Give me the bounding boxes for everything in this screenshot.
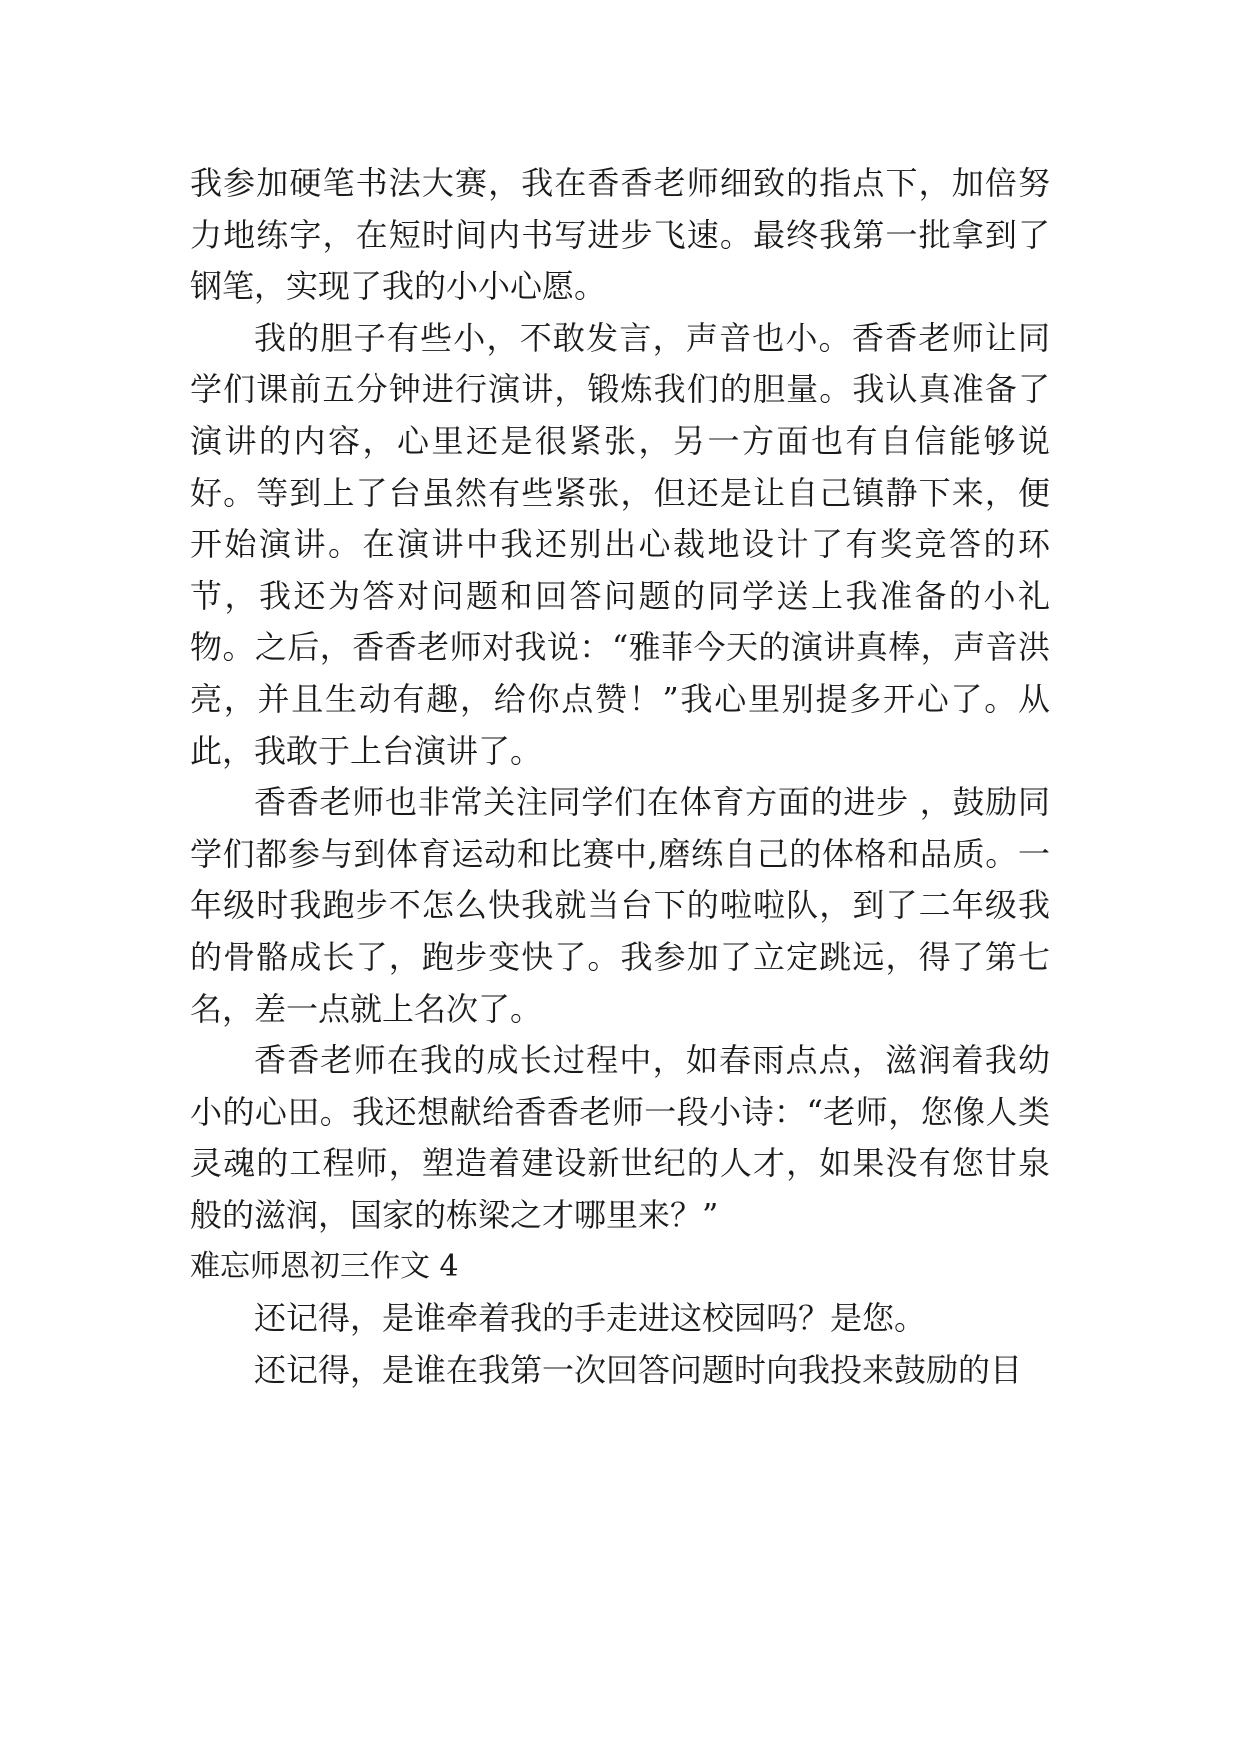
essay-heading: 难忘师恩初三作文 4 [190, 1249, 459, 1285]
paragraph-sports: 香香老师也非常关注同学们在体育方面的进步 ，鼓励同学们都参与到体育运动和比赛中,磨练自己的体格和品质。一年级时我跑步不怎么快我就当台下的啦啦队，到了二年级我的骨骼成长了，跑步变快了。我参加了立定跳远，得了第七名，差一点就上名次了。 [190, 783, 1050, 1028]
paragraph-calligraphy: 我参加硬笔书法大赛，我在香香老师细致的指点下，加倍努力地练字，在短时间内书写进步飞速。最终我第一批拿到了钢笔，实现了我的小小心愿。 [190, 164, 1050, 306]
paragraph-remember-1: 还记得，是谁牵着我的手走进这校园吗？是您。 [254, 1299, 927, 1338]
paragraph-speech: 我的胆子有些小，不敢发言，声音也小。香香老师让同学们课前五分钟进行演讲，锻炼我们的胆量。我认真准备了演讲的内容，心里还是很紧张，另一方面也有自信能够说好。等到上了台虽然有些紧张，但还是让自己镇静下来，便开始演讲。在演讲中我还别出心裁地设计了有奖竞答的环节，我还为答对问题和回答问题的同学送上我准备的小礼物。之后，香香老师对我说：“雅菲今天的演讲真棒，声音洪亮，并且生动有趣，给你点赞！”我心里别提多开心了。从此，我敢于上台演讲了。 [190, 318, 1050, 770]
paragraph-remember-2: 还记得，是谁在我第一次回答问题时向我投来鼓励的目 [254, 1350, 1023, 1389]
document-body [190, 158, 1050, 1396]
paragraph-poem: 香香老师在我的成长过程中，如春雨点点，滋润着我幼小的心田。我还想献给香香老师一段小诗：“老师，您像人类灵魂的工程师，塑造着建设新世纪的人才，如果没有您甘泉般的滋润，国家的栋梁之才哪里来？” [190, 1041, 1050, 1234]
